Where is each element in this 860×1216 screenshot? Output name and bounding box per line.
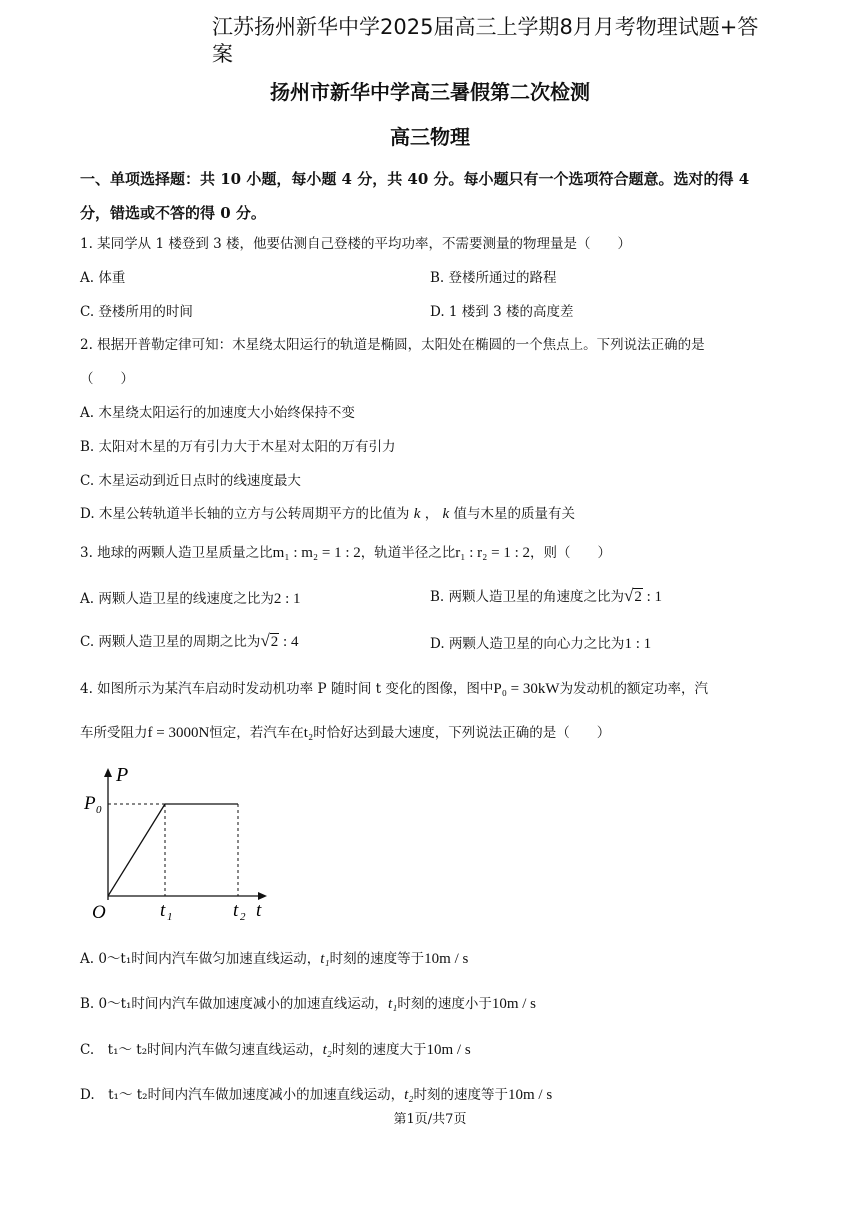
q3-b-post: : 1 bbox=[642, 589, 663, 605]
q4-d-pre: D. t₁～ t₂时间内汽车做加速度减小的加速直线运动， bbox=[80, 1087, 405, 1103]
page-footer: 第1页/共7页 bbox=[393, 1112, 467, 1127]
q3-d-pre: D. 两颗人造卫星的向心力之比为 bbox=[430, 636, 625, 652]
q3-d-val: 1 : 1 bbox=[624, 636, 652, 652]
q3-b-pre: B. 两颗人造卫星的角速度之比为 bbox=[430, 589, 625, 605]
q3-c-pre: C. 两颗人造卫星的周期之比为 bbox=[80, 634, 261, 650]
q1-option-d: D. 1 楼到 3 楼的高度差 bbox=[430, 304, 574, 320]
q2-option-b: B. 太阳对木星的万有引力大于木星对太阳的万有引力 bbox=[80, 439, 396, 455]
q2-option-d bbox=[80, 502, 575, 523]
t1-subscript: 1 bbox=[167, 911, 173, 923]
y-axis-arrow bbox=[104, 768, 112, 777]
q1-stem: 1. 某同学从 1 楼登到 3 楼，他要估测自己登楼的平均功率，不需要测量的物理量是（ ） bbox=[80, 236, 632, 252]
q4-c-val: 10m / s bbox=[426, 1042, 471, 1058]
section-header: 一、单项选择题：共 10 小题，每小题 4 分，共 40 分。每小题只有一个选项符合题意。选对的得 4 分，错选或不答的得 0 分。 bbox=[80, 170, 750, 222]
q4-a-pre: A. 0～t₁时间内汽车做匀加速直线运动， bbox=[80, 951, 321, 967]
q4-stem-d: 恒定，若汽车在 bbox=[209, 725, 304, 741]
q2-d-pre: D. 木星公转轨道半长轴的立方与公转周期平方的比值为 bbox=[80, 506, 410, 522]
q2-option-a: A. 木星绕太阳运行的加速度大小始终保持不变 bbox=[80, 405, 355, 421]
q4-a-val: 10m / s bbox=[424, 951, 469, 967]
t1-label: t bbox=[160, 900, 166, 921]
q3-option-c bbox=[80, 630, 298, 651]
q3-b-radicand: 2 bbox=[634, 589, 642, 605]
q3-stem-mid: ，轨道半径之比 bbox=[360, 545, 456, 561]
q4-force-eq: f = 3000N bbox=[147, 725, 210, 741]
q1-option-c: C. 登楼所用的时间 bbox=[80, 304, 193, 320]
q4-c-pre: C. t₁～ t₂时间内汽车做匀速直线运动， bbox=[80, 1042, 323, 1058]
q3-c-post: : 4 bbox=[279, 634, 299, 650]
rising-segment bbox=[108, 804, 165, 896]
sqrt-symbol: √2 bbox=[624, 586, 642, 605]
q3-radius-ratio: r₁ : r₂ = 1 : 2 bbox=[455, 545, 531, 561]
q2-d-k1: k bbox=[413, 506, 421, 522]
q4-d-val: 10m / s bbox=[508, 1087, 553, 1103]
q4-a-mid: 时刻的速度等于 bbox=[329, 951, 425, 967]
q3-stem-post: ，则（ ） bbox=[530, 545, 612, 561]
q2-d-k2: k bbox=[442, 506, 450, 522]
p0-subscript: 0 bbox=[96, 804, 102, 816]
y-axis-label: P bbox=[116, 764, 129, 786]
q4-d-mid: 时刻的速度等于 bbox=[413, 1087, 508, 1103]
q4-option-b bbox=[80, 992, 536, 1013]
power-time-graph bbox=[78, 760, 278, 925]
q3-stem bbox=[80, 541, 611, 562]
q4-b-val: 10m / s bbox=[491, 996, 537, 1012]
q4-stem-e: 时恰好达到最大速度，下列说法正确的是（ ） bbox=[313, 725, 611, 741]
q4-a-t: t₁ bbox=[320, 951, 330, 967]
q4-c-mid: 时刻的速度大于 bbox=[332, 1042, 427, 1058]
q3-option-a bbox=[80, 587, 301, 608]
q2-d-post: 值与木星的质量有关 bbox=[453, 506, 575, 522]
q4-stem-c: 车所受阻力 bbox=[80, 725, 148, 741]
q4-b-t: t₁ bbox=[387, 996, 398, 1012]
t2-subscript: 2 bbox=[240, 911, 246, 923]
q2-stem: 2. 根据开普勒定律可知：木星绕太阳运行的轨道是椭圆，太阳处在椭圆的一个焦点上。下列说法正确的是 bbox=[80, 337, 705, 353]
p0-label: P bbox=[84, 793, 96, 814]
origin-label: O bbox=[92, 902, 106, 923]
q4-stem-b: 为发动机的额定功率，汽 bbox=[559, 681, 709, 697]
q3-c-radicand: 2 bbox=[270, 634, 279, 650]
q2-d-sep: ， bbox=[424, 506, 439, 522]
q4-b-mid: 时刻的速度小于 bbox=[397, 996, 492, 1012]
exam-school-title: 扬州市新华中学高三暑假第二次检测 bbox=[270, 80, 590, 104]
q4-t2: t₂ bbox=[303, 725, 314, 741]
q4-option-d bbox=[80, 1083, 552, 1104]
q3-mass-ratio: m₁ : m₂ = 1 : 2 bbox=[272, 545, 361, 561]
q4-b-pre: B. 0～t₁时间内汽车做加速度减小的加速直线运动， bbox=[80, 996, 388, 1012]
q4-option-a bbox=[80, 947, 468, 968]
q4-c-t: t₂ bbox=[322, 1042, 332, 1058]
q2-stem-cont: （ ） bbox=[80, 371, 134, 387]
q4-stem-a: 4. 如图所示为某汽车启动时发动机功率 P 随时间 t 变化的图像，图中 bbox=[80, 681, 494, 697]
document-title: 江苏扬州新华中学2025届高三上学期8月月考物理试题+答案 bbox=[212, 15, 759, 66]
q4-stem-line1 bbox=[80, 677, 708, 698]
x-axis-label: t bbox=[256, 900, 262, 921]
q3-a-val: 2 : 1 bbox=[273, 591, 301, 607]
q4-stem-line2 bbox=[80, 721, 610, 742]
q3-option-b bbox=[430, 585, 662, 606]
q4-d-t: t₂ bbox=[404, 1087, 414, 1103]
q3-option-d bbox=[430, 632, 651, 653]
sqrt-symbol: √2 bbox=[260, 631, 279, 650]
q1-option-b: B. 登楼所通过的路程 bbox=[430, 270, 557, 286]
x-axis-arrow bbox=[258, 892, 267, 900]
q4-option-c bbox=[80, 1038, 471, 1059]
q2-option-c: C. 木星运动到近日点时的线速度最大 bbox=[80, 473, 301, 489]
q1-option-a: A. 体重 bbox=[80, 270, 126, 286]
t2-label: t bbox=[233, 900, 239, 921]
exam-subject-title: 高三物理 bbox=[390, 125, 470, 149]
q4-power-eq: P₀ = 30kW bbox=[493, 681, 560, 697]
q3-stem-pre: 3. 地球的两颗人造卫星质量之比 bbox=[80, 545, 273, 561]
q3-a-pre: A. 两颗人造卫星的线速度之比为 bbox=[80, 591, 274, 607]
